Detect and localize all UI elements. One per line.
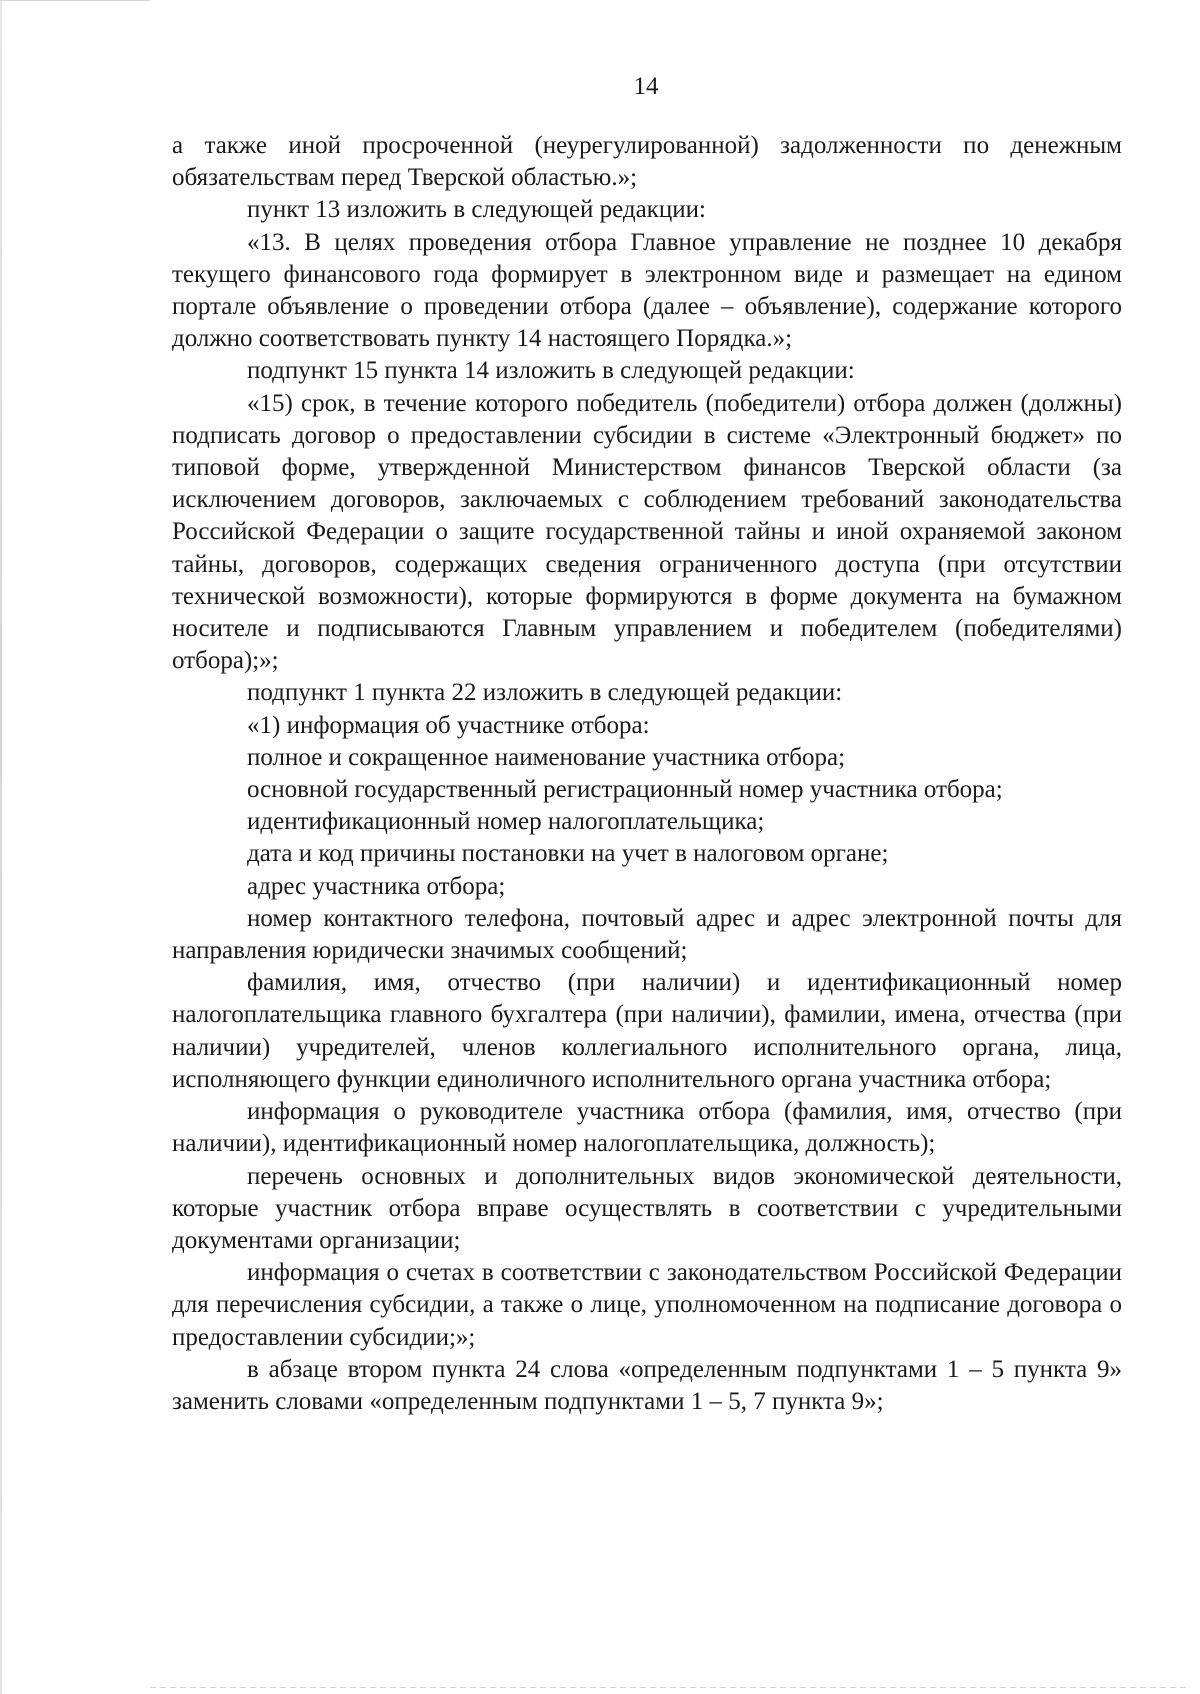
paragraph: подпункт 15 пункта 14 изложить в следующей редакции: bbox=[247, 357, 855, 385]
page-number: 14 bbox=[633, 73, 659, 100]
scan-edge-left bbox=[0, 0, 2, 1694]
paragraph: «1) информация об участнике отбора: bbox=[247, 711, 650, 739]
paragraph: дата и код причины постановки на учет в налоговом органе; bbox=[247, 840, 889, 868]
paragraph: адрес участника отбора; bbox=[247, 872, 506, 900]
scan-edge-bottom bbox=[150, 1687, 1190, 1688]
scan-edge-top bbox=[0, 0, 150, 1]
paragraph: полное и сокращенное наименование участника отбора; bbox=[247, 743, 846, 771]
document-body bbox=[172, 130, 1122, 1418]
paragraph: в абзаце втором пункта 24 слова «определенным подпунктами 1 – 5 пункта 9» заменить словами «определенным подпунктами 1 – 5, 7 пункта 9»; bbox=[172, 1355, 1122, 1415]
paragraph: а также иной просроченной (неурегулированной) задолженности по денежным обязательствам перед Тверской областью.»; bbox=[172, 132, 1122, 192]
paragraph: идентификационный номер налогоплательщика; bbox=[247, 808, 765, 836]
paragraph: информация о счетах в соответствии с законодательством Российской Федерации для перечисления субсидии, а также о лице, уполномоченном на подписание договора о предоставлении субсидии;»; bbox=[172, 1259, 1122, 1351]
paragraph: подпункт 1 пункта 22 изложить в следующей редакции: bbox=[247, 679, 843, 707]
paragraph: пункт 13 изложить в следующей редакции: bbox=[247, 196, 706, 224]
paragraph: номер контактного телефона, почтовый адрес и адрес электронной почты для направления юридически значимых сообщений; bbox=[172, 904, 1122, 965]
paragraph: «13. В целях проведения отбора Главное управление не позднее 10 декабря текущего финансового года формирует в электронном виде и размещает на едином портале объявление о проведении отбора (далее – объявление), содержание которого должно соответствовать пункту 14 настоящего Порядка.»; bbox=[172, 228, 1122, 353]
paragraph: «15) срок, в течение которого победитель (победители) отбора должен (должны) подписать договор о предоставлении субсидии в системе «Электронный бюджет» по типовой форме, утвержденной Министерством финансов Тверской области (за исключением договоров, заключаемых с соблюдением требований законодательства Российской Федерации о защите государственной тайны и иной охраняемой законом тайны, договоров, содержащих сведения ограниченного доступа (при отсутствии технической возможности), которые формируются в форме документа на бумажном носителе и подписываются Главным управлением и победителем (победителями) отбора);»; bbox=[172, 389, 1122, 675]
paragraph: информация о руководителе участника отбора (фамилия, имя, отчество (при наличии), идентификационный номер налогоплательщика, должность); bbox=[172, 1098, 1122, 1158]
paragraph: фамилия, имя, отчество (при наличии) и идентификационный номер налогоплательщика главного бухгалтера (при наличии), фамилии, имена, отчества (при наличии) учредителей, членов коллегиального исполнительного органа, лица, исполняющего функции единоличного исполнительного органа участника отбора; bbox=[172, 969, 1122, 1093]
paragraph: перечень основных и дополнительных видов экономической деятельности, которые участник отбора вправе осуществлять в соответствии с учредительными документами организации; bbox=[172, 1162, 1122, 1254]
paragraph: основной государственный регистрационный номер участника отбора; bbox=[247, 776, 1003, 804]
